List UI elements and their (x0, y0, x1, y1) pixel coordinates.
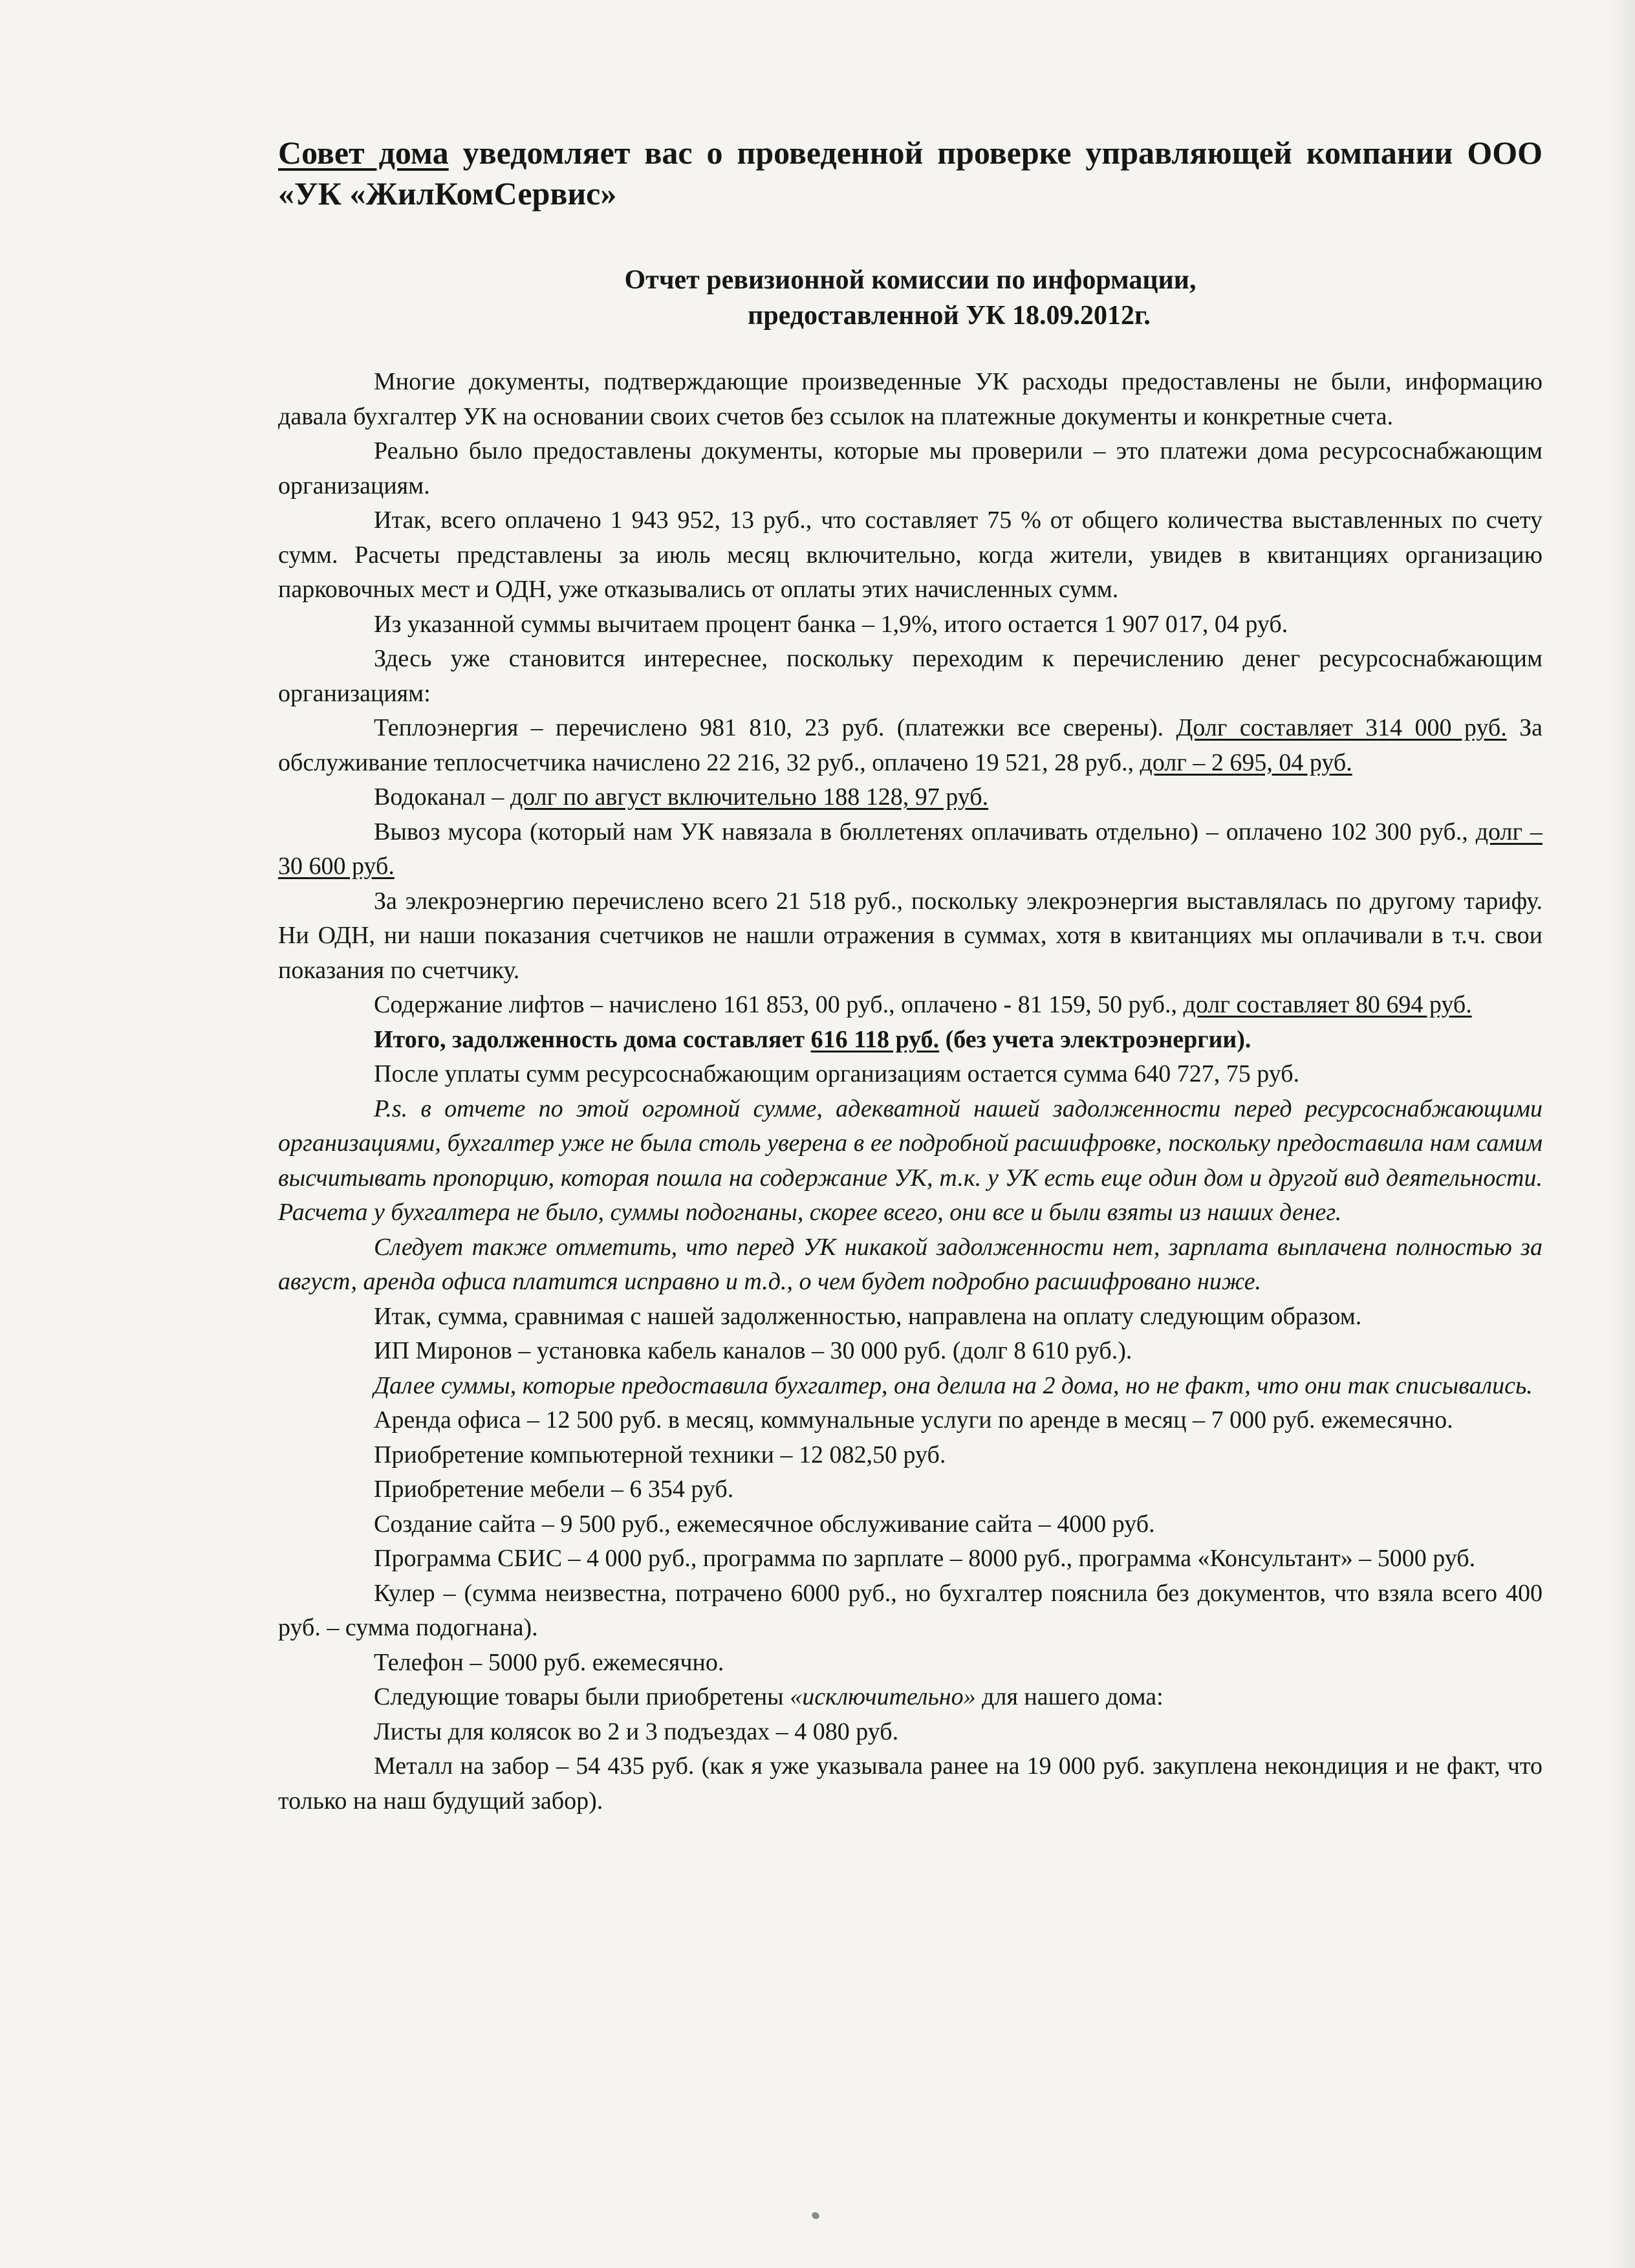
report-title-line2: предоставленной УК 18.09.2012г. (748, 301, 1151, 331)
text-run: Теплоэнергия – перечислено 981 810, 23 руб. (платежки все сверены). (374, 714, 1176, 741)
debt-underline: долг – 2 695, 04 руб. (1140, 748, 1352, 776)
text-run: Вывоз мусора (который нам УК навязала в бюллетенях оплачивать отдельно) – оплачено 102 300 руб., (374, 818, 1476, 845)
text-run: (без учета электроэнергии). (939, 1025, 1251, 1053)
paragraph: Здесь уже становится интереснее, поскольку переходим к перечислению денег ресурсоснабжающим организациям: (278, 645, 1543, 707)
report-title-line1: Отчет ревизионной комиссии по информации, (624, 265, 1196, 295)
text-run: Содержание лифтов – начислено 161 853, 00 руб., оплачено - 81 159, 50 руб., (374, 991, 1184, 1018)
paragraph: Итак, сумма, сравнимая с нашей задолженностью, направлена на оплату следующим образом. (374, 1302, 1362, 1330)
paragraph: Создание сайта – 9 500 руб., ежемесячное обслуживание сайта – 4000 руб. (374, 1510, 1155, 1538)
headline-underlined-part: Совет дома (278, 135, 449, 171)
paragraph: Программа СБИС – 4 000 руб., программа по зарплате – 8000 руб., программа «Консультант» – 5000 руб. (374, 1545, 1476, 1572)
paragraph-total-debt (278, 1023, 1543, 1058)
text-run: За обслуживание теплосчетчика начислено 22 216, 32 руб., оплачено 19 521, 28 руб., (278, 714, 1543, 776)
paragraph: Реально было предоставлены документы, которые мы проверили – это платежи дома ресурсоснабжающим организациям. (278, 437, 1543, 499)
headline-rest: уведомляет вас о проведенной проверке управляющей компании ООО «УК «ЖилКомСервис» (278, 135, 1543, 212)
paragraph-water (278, 780, 1543, 815)
debt-underline: Долг составляет 314 000 руб. (1176, 714, 1507, 741)
paragraph: Листы для колясок во 2 и 3 подъездах – 4 080 руб. (374, 1717, 899, 1745)
paragraph: ИП Миронов – установка кабель каналов – 30 000 руб. (долг 8 610 руб.). (374, 1337, 1132, 1364)
paragraph: Телефон – 5000 руб. ежемесячно. (374, 1648, 724, 1676)
paragraph: Приобретение компьютерной техники – 12 082,50 руб. (374, 1441, 946, 1468)
paragraph: Приобретение мебели – 6 354 руб. (374, 1476, 734, 1503)
total-debt-amount: 616 118 руб. (810, 1025, 940, 1053)
document-body (278, 133, 1543, 1818)
emphasis: «исключительно» (790, 1683, 976, 1710)
text-run: Итого, задолженность дома составляет (374, 1025, 811, 1053)
paragraph: За элекроэнергию перечислено всего 21 518 руб., поскольку элекроэнергия выставлялась по другому тарифу. Ни ОДН, ни наши показания счетчиков не нашли отражения в суммах, хотя в квитанциях мы оплачивали в т.ч. свои показания по счетчику. (278, 887, 1543, 984)
paragraph-note: Далее суммы, которые предоставила бухгалтер, она делила на 2 дома, но не факт, что они так списывались. (374, 1371, 1533, 1399)
text-run: Водоканал – (374, 783, 510, 811)
paragraph-exclusive-goods (278, 1680, 1543, 1715)
paragraph: После уплаты сумм ресурсоснабжающим организациям остается сумма 640 727, 75 руб. (374, 1060, 1300, 1087)
paragraph-garbage (278, 815, 1543, 884)
paragraph: Металл на забор – 54 435 руб. (как я уже указывала ранее на 19 000 руб. закуплена некондиция и не факт, что только на наш будущий забор). (278, 1752, 1543, 1815)
paragraph: Из указанной суммы вычитаем процент банка – 1,9%, итого остается 1 907 017, 04 руб. (374, 610, 1288, 638)
text-run: Следующие товары были приобретены (374, 1683, 790, 1710)
paragraph: Кулер – (сумма неизвестна, потрачено 6000 руб., но бухгалтер пояснила без документов, что взяла всего 400 руб. – сумма подогнана). (278, 1579, 1543, 1641)
debt-underline: долг – 30 600 руб. (278, 818, 1543, 880)
paragraph-elevators (278, 988, 1543, 1023)
paragraph-heat-energy (278, 711, 1543, 780)
paragraph: Многие документы, подтверждающие произведенные УК расходы предоставлены не были, информацию давала бухгалтер УК на основании своих счетов без ссылок на платежные документы и конкретные счета. (278, 368, 1543, 430)
document-headline (278, 133, 1543, 214)
paragraph-ps-note: P.s. в отчете по этой огромной сумме, адекватной нашей задолженности перед ресурсоснабжающими организациями, бухгалтер уже не была столь уверена в ее подробной расшифровке, поскольку предоставила нам самим высчитывать пропорцию, которая пошла на содержание УК, т.к. у УК есть еще один дом и другой вид деятельности. Расчета у бухгалтера не было, суммы подогнаны, скорее всего, они все и были взяты из наших денег. (278, 1095, 1543, 1226)
paragraph: Итак, всего оплачено 1 943 952, 13 руб., что составляет 75 % от общего количества выставленных по счету сумм. Расчеты представлены за июль месяц включительно, когда жители, увидев в квитанциях организацию парковочных мест и ОДН, уже отказывались от оплаты этих начисленных сумм. (278, 507, 1543, 603)
scan-speck (810, 2211, 820, 2221)
debt-underline: долг по август включительно 188 128, 97 руб. (510, 783, 989, 811)
paragraph-note: Следует также отметить, что перед УК никакой задолженности нет, зарплата выплачена полностью за август, аренда офиса платится исправно и т.д., о чем будет подробно расшифровано ниже. (278, 1233, 1543, 1295)
report-title (278, 263, 1543, 334)
text-run: для нашего дома: (975, 1683, 1164, 1710)
paragraph: Аренда офиса – 12 500 руб. в месяц, коммунальные услуги по аренде в месяц – 7 000 руб. ежемесячно. (374, 1406, 1453, 1434)
scan-edge-shadow (1609, 0, 1635, 2268)
debt-underline: долг составляет 80 694 руб. (1183, 991, 1472, 1018)
